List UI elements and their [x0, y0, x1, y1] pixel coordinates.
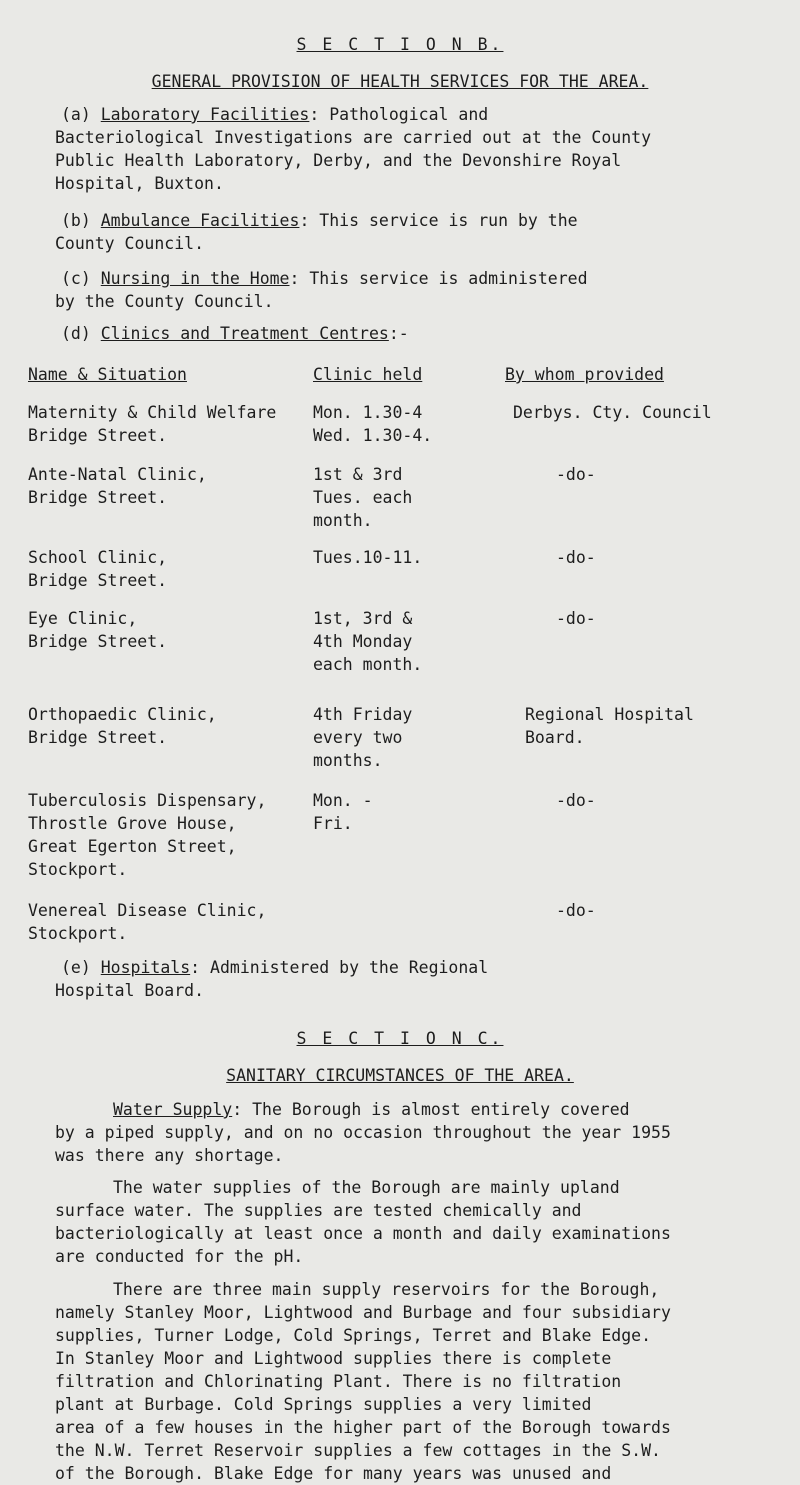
table-cell-name: Orthopaedic Clinic, Bridge Street.: [28, 705, 217, 747]
water-supply-heading: Water Supply: [113, 1100, 233, 1119]
item-c-paragraph: (c) Nursing in the Home: This service is administered by the County Council.: [55, 269, 588, 311]
item-e-heading: Hospitals: [100, 958, 191, 977]
table-header-held: Clinic held: [313, 365, 423, 384]
table-cell-held: 1st & 3rd Tues. each month.: [313, 465, 413, 530]
item-e-paragraph: (e) Hospitals: Administered by the Regional Hospital Board.: [55, 958, 489, 1000]
section-b-title: S E C T I O N B.: [296, 35, 504, 54]
table-cell-name: School Clinic, Bridge Street.: [28, 548, 168, 590]
table-cell-held: 4th Friday every two months.: [313, 705, 413, 770]
table-header-name: Name & Situation: [28, 365, 187, 384]
section-c-subtitle: SANITARY CIRCUMSTANCES OF THE AREA.: [226, 1066, 574, 1085]
table-cell-name: Venereal Disease Clinic, Stockport.: [28, 901, 267, 943]
table-cell-by: Regional Hospital Board.: [525, 705, 694, 747]
table-cell-name: Ante-Natal Clinic, Bridge Street.: [28, 465, 207, 507]
item-d-paragraph: (d) Clinics and Treatment Centres:-: [61, 324, 409, 343]
item-c-heading: Nursing in the Home: [100, 269, 290, 288]
table-cell-by: -do-: [556, 901, 596, 920]
table-cell-name: Maternity & Child Welfare Bridge Street.: [28, 403, 277, 445]
table-cell-by: Derbys. Cty. Council: [513, 403, 712, 422]
table-cell-by: -do-: [556, 465, 596, 484]
section-b-subtitle: GENERAL PROVISION OF HEALTH SERVICES FOR THE AREA.: [151, 72, 649, 91]
item-d-heading: Clinics and Treatment Centres: [100, 324, 389, 343]
water-supply-paragraph: Water Supply: The Borough is almost entirely covered by a piped supply, and on no occasion throughout the year 1955 was there any shortage.: [55, 1100, 671, 1165]
table-cell-held: Mon. 1.30-4 Wed. 1.30-4.: [313, 403, 433, 445]
item-a-paragraph: (a) Laboratory Facilities: Pathological and Bacteriological Investigations are carried out at the County Public Health Laboratory, Derby, and the Devonshire Royal Hospital, Buxton.: [55, 105, 652, 193]
item-b-heading: Ambulance Facilities: [100, 211, 300, 230]
item-b-paragraph: (b) Ambulance Facilities: This service is run by the County Council.: [55, 211, 578, 253]
table-header-by: By whom provided: [505, 365, 664, 384]
table-cell-name: Eye Clinic, Bridge Street.: [28, 609, 168, 651]
table-cell-held: Tues.10-11.: [313, 548, 423, 567]
table-cell-held: 1st, 3rd & 4th Monday each month.: [313, 609, 423, 674]
table-cell-by: -do-: [556, 791, 596, 810]
table-cell-by: -do-: [556, 609, 596, 628]
table-cell-held: Mon. - Fri.: [313, 791, 373, 833]
water-paragraph-2: The water supplies of the Borough are mainly upland surface water. The supplies are tested chemically and bacteriologically at least once a month and daily examinations are conducted for the pH.: [55, 1178, 671, 1266]
table-cell-by: -do-: [556, 548, 596, 567]
table-cell-name: Tuberculosis Dispensary, Throstle Grove House, Great Egerton Street, Stockport.: [28, 791, 267, 879]
item-a-heading: Laboratory Facilities: [100, 105, 310, 124]
water-paragraph-3: There are three main supply reservoirs for the Borough, namely Stanley Moor, Lightwood and Burbage and four subsidiary supplies, Turner Lodge, Cold Springs, Terret and Blake Edge. In Stanley Moor and Lightwood supplies there is complete filtration and Chlorinating Plant. There is no filtration plant at Burbage. Cold Springs supplies a very limited area of a few houses in the higher part of the Borough towards the N.W. Terret Reservoir supplies a few cottages in the S.W. of the Borough. Blake Edge for many years was unused and: [55, 1280, 671, 1483]
section-c-title: S E C T I O N C.: [296, 1029, 504, 1048]
